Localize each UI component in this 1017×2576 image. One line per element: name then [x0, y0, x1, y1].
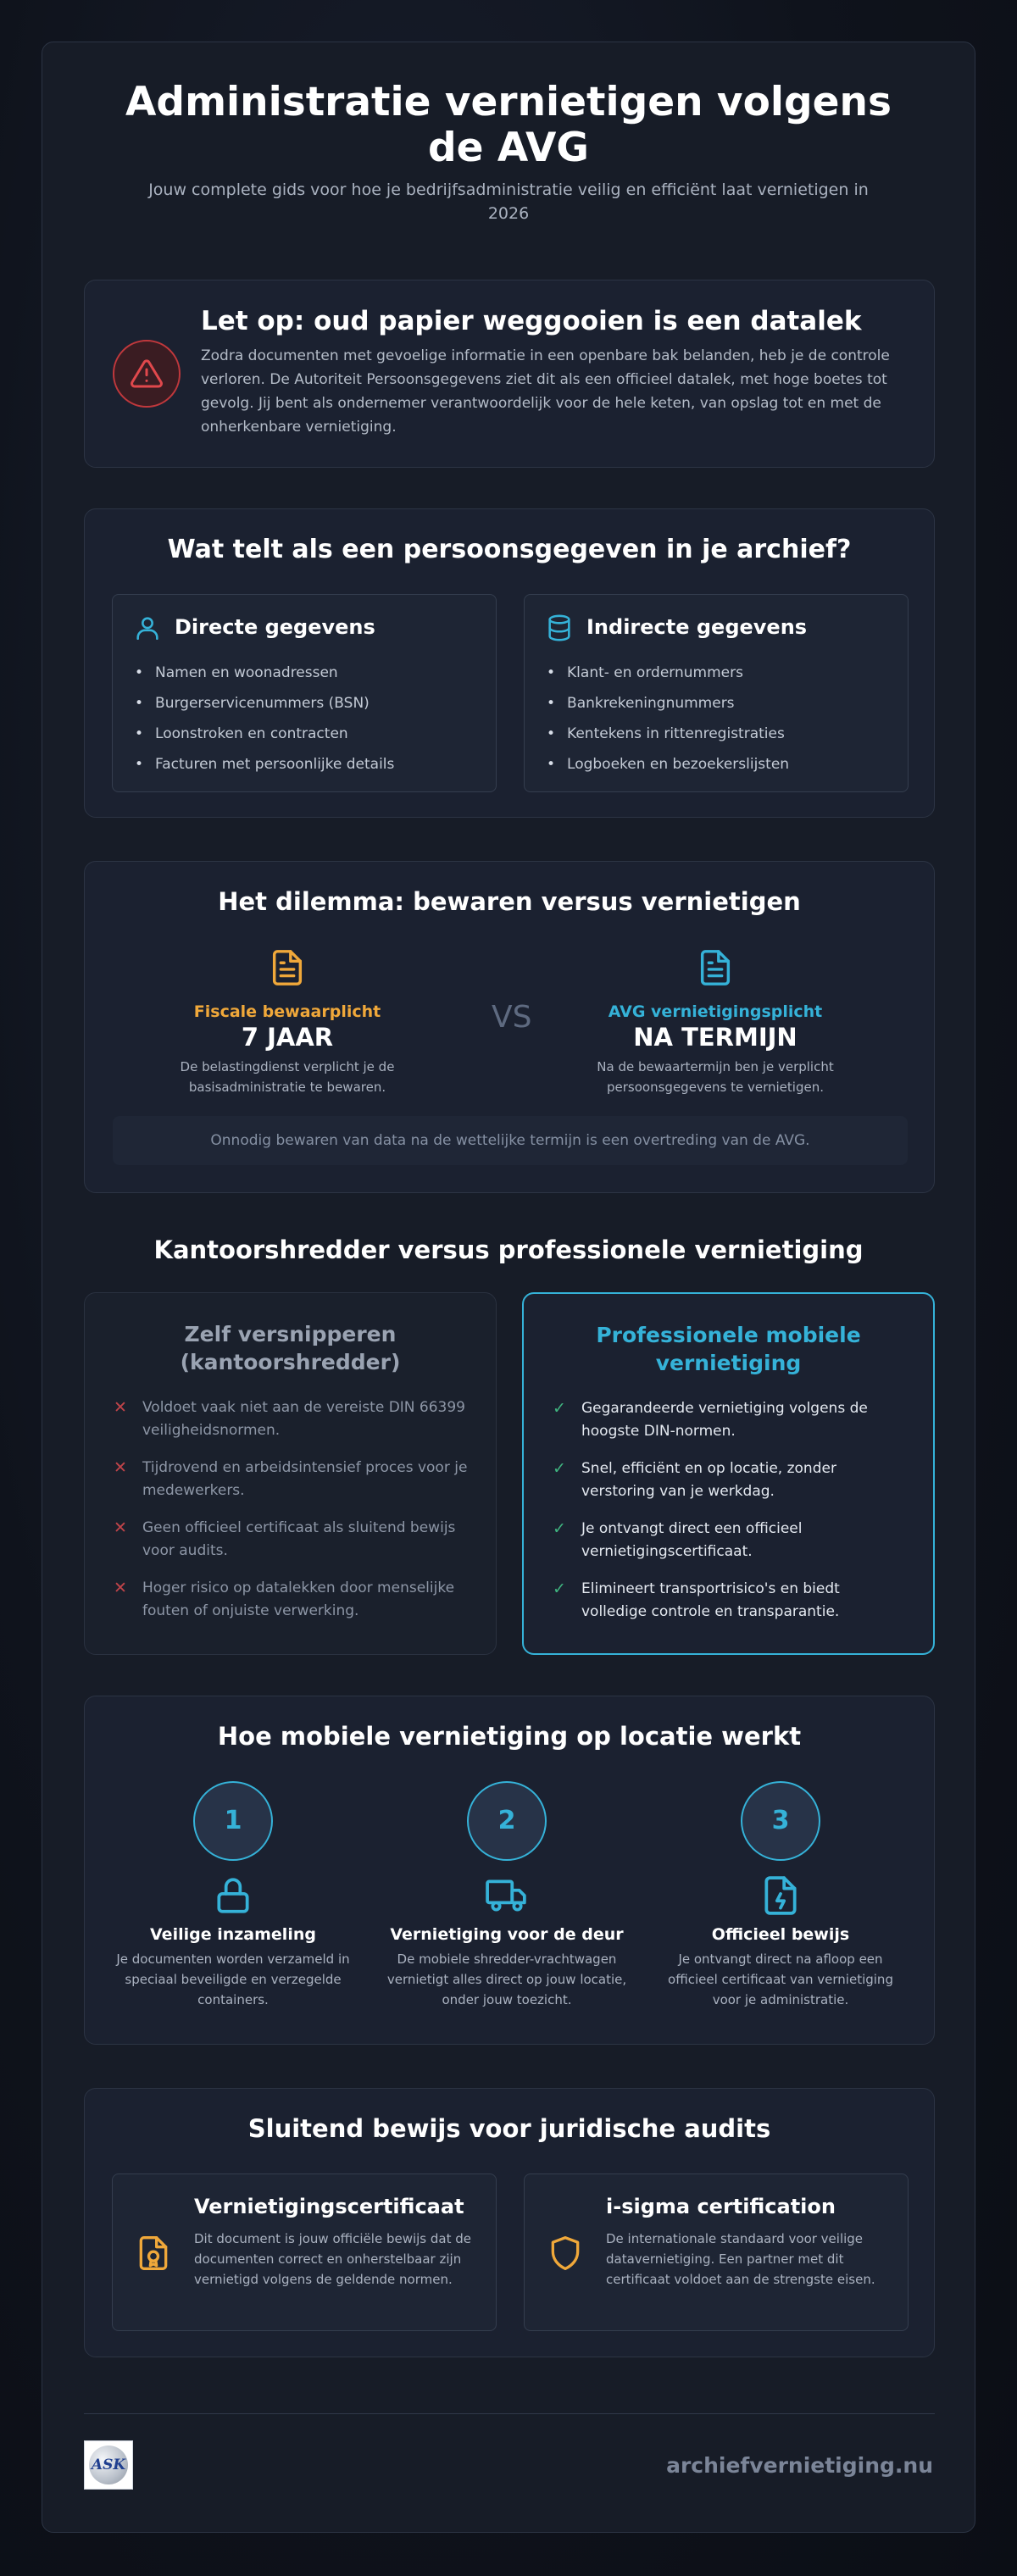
list-item: • Facturen met persoonlijke details	[133, 749, 394, 780]
dilemma-card	[84, 861, 935, 1193]
cross-icon: ✕	[114, 1518, 127, 1537]
shredder-list	[112, 1396, 472, 1637]
list-item: • Logboeken en bezoekerslijsten	[545, 749, 789, 780]
list-item: • Namen en woonadressen	[133, 658, 394, 688]
fiscal-value: 7 JAAR	[241, 1023, 334, 1052]
warning-title: Let op: oud papier weggooien is een datalek	[201, 306, 862, 336]
check-icon: ✓	[553, 1459, 566, 1478]
check-icon: ✓	[553, 1579, 566, 1598]
fiscal-description: De belastingdienst verplicht je de basisadministratie te bewaren.	[180, 1059, 395, 1095]
list-item: • Klant- en ordernummers	[545, 658, 789, 688]
step-description: De mobiele shredder-vrachtwagen vernietigt alles direct op jouw locatie, onder jouw toezicht.	[386, 1951, 627, 2007]
fiscal-retention-column	[160, 947, 414, 1097]
truck-icon	[486, 1874, 528, 1917]
check-icon: ✓	[553, 1399, 566, 1418]
step-2	[380, 1781, 634, 2010]
lock-icon	[212, 1874, 254, 1917]
list-item: ✕ Voldoet vaak niet aan de vereiste DIN 66399 veiligheidsnormen.	[114, 1398, 465, 1439]
list-item: ✕ Hoger risico op datalekken door menselijke fouten of onjuiste verwerking.	[114, 1579, 455, 1619]
professional-list	[551, 1397, 909, 1638]
document-icon	[588, 947, 842, 992]
list-item: • Loonstroken en contracten	[133, 719, 394, 749]
cross-icon: ✕	[114, 1398, 127, 1417]
certificate-badge-icon	[135, 2234, 172, 2276]
step-number: 2	[467, 1781, 547, 1861]
page-title: Administratie vernietigen volgens de AVG	[125, 79, 892, 171]
list-item: ✓ Je ontvangt direct een officieel vernietigingscertificaat.	[553, 1519, 803, 1560]
website-link[interactable]: archiefvernietiging.nu	[666, 2453, 933, 2478]
isigma-box	[524, 2174, 909, 2331]
isigma-description: De internationale standaard voor veilige datavernietiging. Een partner met dit certificaat voldoet aan de strengste eisen.	[606, 2231, 875, 2287]
step-title: Officieel bewijs	[711, 1925, 850, 1944]
proof-card	[84, 2088, 935, 2357]
step-3	[653, 1781, 908, 2010]
avg-value: NA TERMIJN	[633, 1023, 797, 1052]
list-item: ✓ Elimineert transportrisico's en biedt volledige controle en transparantie.	[553, 1579, 840, 1620]
warning-text: Zodra documenten met gevoelige informatie in een openbare bak belanden, heb je de controle verloren. De Autoriteit Persoonsgegevens ziet dit als een officieel datalek, met hoge boetes tot gevolg. Jij bent als ondernemer verantwoordelijk voor de hele keten, van opslag tot en met de onherkenbare vernietiging.	[201, 347, 890, 436]
list-item: ✓ Gegarandeerde vernietiging volgens de hoogste DIN-normen.	[553, 1399, 868, 1440]
check-icon: ✓	[553, 1519, 566, 1538]
step-title: Vernietiging voor de deur	[390, 1925, 624, 1944]
list-item: • Kentekens in rittenregistraties	[545, 719, 789, 749]
direct-data-box	[112, 594, 497, 792]
comparison-title: Kantoorshredder versus professionele vernietiging	[153, 1235, 864, 1264]
avg-description: Na de bewaartermijn ben je verplicht persoonsgegevens te vernietigen.	[597, 1059, 834, 1095]
user-icon	[133, 613, 162, 646]
step-description: Je ontvangt direct na afloop een officieel certificaat van vernietiging voor je administratie.	[668, 1951, 893, 2007]
page-subtitle: Jouw complete gids voor hoe je bedrijfsadministratie veilig en efficiënt laat vernietigen in 2026	[148, 180, 869, 223]
cross-icon: ✕	[114, 1458, 127, 1477]
list-item: ✕ Geen officieel certificaat als sluitend bewijs voor audits.	[114, 1518, 456, 1559]
direct-data-list	[133, 658, 394, 780]
infographic-page	[42, 42, 975, 2533]
step-number: 1	[193, 1781, 273, 1861]
certificate-box	[112, 2174, 497, 2331]
avg-label: AVG vernietigingsplicht	[608, 1002, 823, 1021]
document-icon	[160, 947, 414, 992]
certificate-description: Dit document is jouw officiële bewijs dat de documenten correct en onherstelbaar zijn vernietigd volgens de geldende normen.	[194, 2231, 471, 2287]
warning-triangle-icon	[113, 340, 181, 408]
warning-card	[84, 280, 935, 468]
company-logo	[84, 2440, 133, 2490]
certificate-file-icon	[759, 1874, 802, 1917]
step-description: Je documenten worden verzameld in speciaal beveiligde en verzegelde containers.	[116, 1951, 350, 2007]
process-card	[84, 1696, 935, 2045]
list-item: • Burgerservicenummers (BSN)	[133, 688, 394, 719]
direct-data-title: Directe gegevens	[175, 615, 375, 639]
professional-title: Professionele mobiele vernietiging	[596, 1323, 861, 1375]
list-item: ✓ Snel, efficiënt en op locatie, zonder verstoring van je werkdag.	[553, 1459, 836, 1500]
footer-divider	[84, 2413, 935, 2414]
shredder-column	[84, 1292, 497, 1655]
list-item: ✕ Tijdrovend en arbeidsintensief proces voor je medewerkers.	[114, 1458, 468, 1499]
step-number: 3	[741, 1781, 820, 1861]
shield-icon	[547, 2234, 584, 2276]
versus-label: VS	[492, 1000, 532, 1035]
step-1	[106, 1781, 360, 2010]
certificate-title: Vernietigingscertificaat	[194, 2195, 464, 2218]
professional-column	[522, 1292, 935, 1655]
step-title: Veilige inzameling	[150, 1925, 316, 1944]
isigma-title: i-sigma certification	[606, 2195, 836, 2218]
database-icon	[545, 613, 574, 646]
list-item: • Bankrekeningnummers	[545, 688, 789, 719]
dilemma-note: Onnodig bewaren van data na de wettelijke termijn is een overtreding van de AVG.	[113, 1116, 908, 1165]
indirect-data-title: Indirecte gegevens	[586, 615, 808, 639]
proof-title: Sluitend bewijs voor juridische audits	[247, 2114, 771, 2143]
indirect-data-box	[524, 594, 909, 792]
fiscal-label: Fiscale bewaarplicht	[193, 1002, 381, 1021]
logo-emblem: ASK	[89, 2446, 128, 2484]
process-title: Hoe mobiele vernietiging op locatie werkt	[217, 1722, 802, 1751]
indirect-data-list	[545, 658, 789, 780]
cross-icon: ✕	[114, 1579, 127, 1597]
personal-data-card	[84, 508, 935, 818]
personal-data-title: Wat telt als een persoonsgegeven in je archief?	[167, 535, 852, 564]
avg-destruction-column	[588, 947, 842, 1097]
shredder-title: Zelf versnipperen (kantoorshredder)	[180, 1322, 401, 1374]
dilemma-title: Het dilemma: bewaren versus vernietigen	[218, 887, 801, 916]
